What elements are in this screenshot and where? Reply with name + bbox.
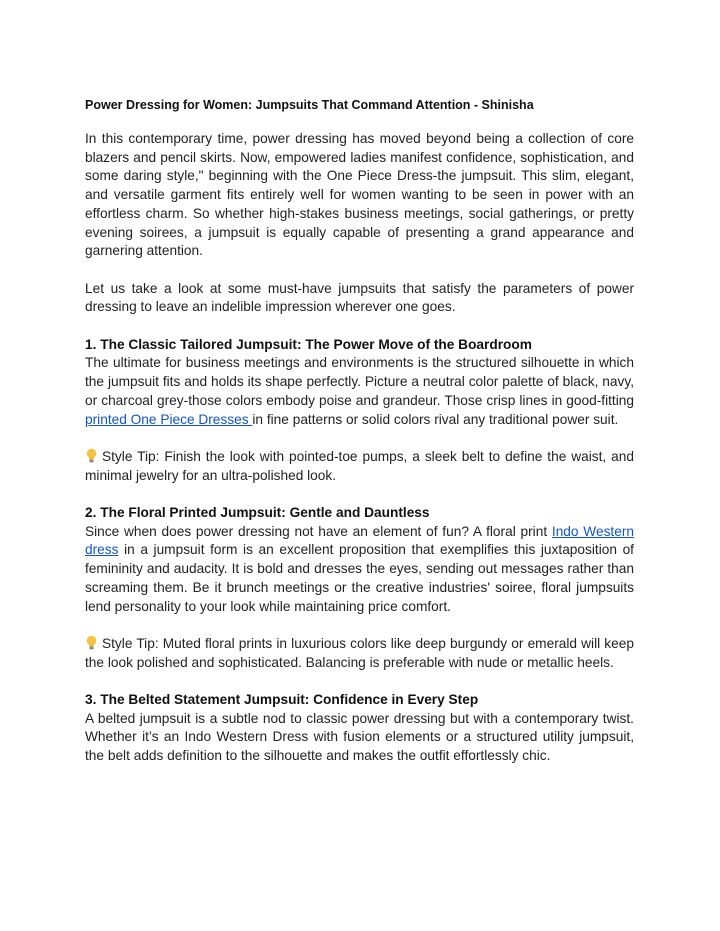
section-1-body-text-end: in fine patterns or solid colors rival any traditional power suit.	[252, 411, 619, 427]
section-2-heading: 2. The Floral Printed Jumpsuit: Gentle and Dauntless	[85, 505, 430, 520]
section-2-body-text-end: in a jumpsuit form is an excellent proposition that exemplifies this juxtaposition of femininity and audacity. It is bold and dresses the eyes, sending out messages rather than screaming them. Be it brunch meetings or the creative industries' soiree, floral jumpsuits lend personality to your look while maintaining price comfort.	[85, 542, 634, 614]
section-1-heading: 1. The Classic Tailored Jumpsuit: The Power Move of the Boardroom	[85, 336, 532, 352]
section-2-tip-text: Style Tip: Muted floral prints in luxurious colors like deep burgundy or emerald will keep the look polished and sophisticated. Balancing is preferable with nude or metallic heels.	[85, 635, 634, 670]
section-3-body: A belted jumpsuit is a subtle nod to classic power dressing but with a contemporary twist. Whether it’s an Indo Western Dress with fusion elements or a structured utility jumpsuit, the belt adds definition to the silhouette and makes the outfit effortlessly chic.	[85, 710, 634, 764]
lead-paragraph: Let us take a look at some must-have jumpsuits that satisfy the parameters of power dressing to leave an indelible impression wherever one goes.	[85, 280, 634, 315]
section-1-body-text: The ultimate for business meetings and environments is the structured silhouette in which the jumpsuit fits and holds its shape perfectly. Picture a neutral color palette of black, navy, or charcoal grey-those colors embody poise and grandeur. Those crisp lines in good-fitting	[85, 355, 634, 408]
section-1-body	[85, 354, 634, 429]
section-1-style-tip	[85, 448, 634, 485]
document-title: Power Dressing for Women: Jumpsuits That Command Attention - Shinisha	[85, 98, 534, 112]
section-1-tip-text: Style Tip: Finish the look with pointed-toe pumps, a sleek belt to define the waist, and minimal jewelry for an ultra-polished look.	[85, 448, 634, 483]
section-2-body-text: Since when does power dressing not have an element of fun? A floral print	[85, 523, 552, 539]
light-bulb-icon	[85, 635, 98, 650]
section-2-style-tip	[85, 635, 634, 672]
indo-western-dress-link[interactable]: Indo Western dress	[85, 523, 635, 558]
light-bulb-icon	[85, 448, 98, 463]
section-3-heading: 3. The Belted Statement Jumpsuit: Confidence in Every Step	[85, 692, 479, 707]
printed-one-piece-dresses-link[interactable]: printed One Piece Dresses	[85, 411, 253, 427]
section-2-body	[85, 523, 634, 617]
intro-paragraph: In this contemporary time, power dressing has moved beyond being a collection of core blazers and pencil skirts. Now, empowered ladies manifest confidence, sophistication, and some daring style," beginning with the One Piece Dress-the jumpsuit. This slim, elegant, and versatile garment fits entirely well for women wanting to be seen in power with an effortless charm. So whether high-stakes business meetings, social gatherings, or pretty evening soirees, a jumpsuit is equally capable of presenting a grand appearance and garnering attention.	[85, 131, 634, 259]
document-page	[85, 96, 634, 766]
